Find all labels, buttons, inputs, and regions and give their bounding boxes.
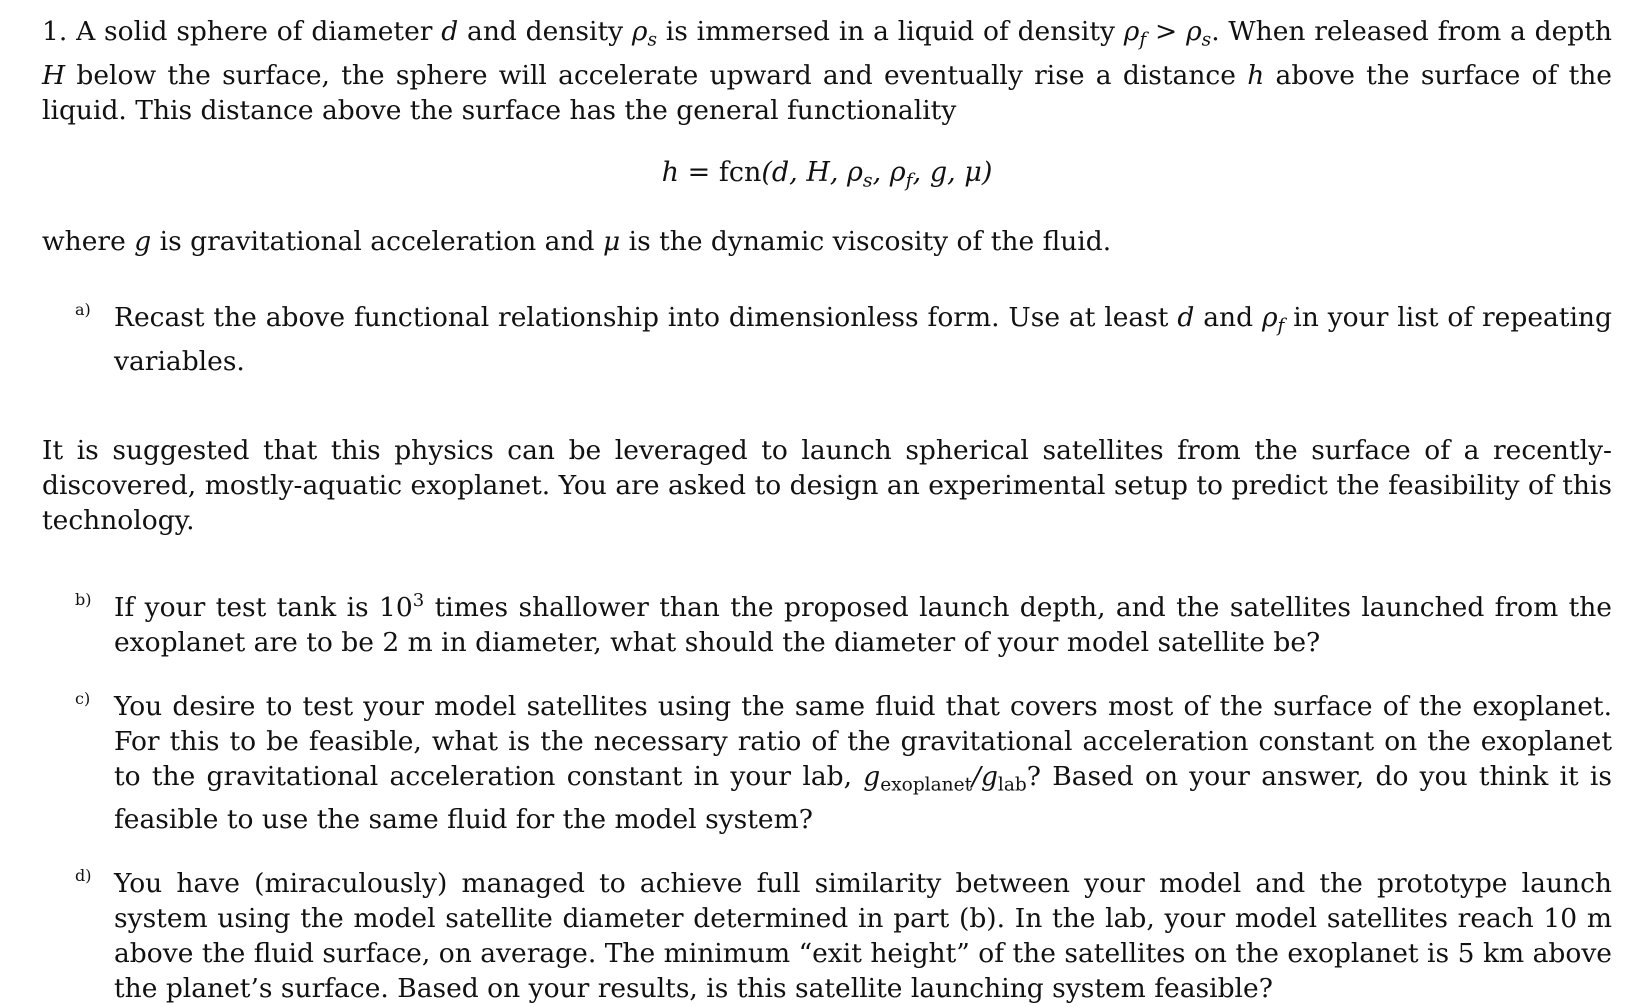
intro-text-1: A solid sphere of diameter <box>76 16 433 47</box>
var-d: d <box>441 16 459 47</box>
part-b <box>42 590 1612 660</box>
var-rho-s: $\rho_s$ <box>631 16 657 51</box>
var-H: H <box>42 59 66 91</box>
intro-text-3: is immersed in a liquid of density <box>665 16 1115 47</box>
part-b-text-2: times shallower than the proposed launch depth, and the satellites launched from the exoplanet are to be 2 m in diameter, what should the diameter of your model satellite be? <box>114 591 1612 658</box>
part-a-label: a) <box>75 300 91 320</box>
problem-document <box>42 14 1612 1006</box>
equation-args: (d, H, $\rho_s$, $\rho_f$, g, μ) <box>761 156 993 192</box>
part-b-text <box>114 590 1612 660</box>
part-c <box>42 689 1612 838</box>
g-lab-sub: lab <box>997 774 1027 796</box>
part-b-text-1: If your test tank is 10 <box>114 591 413 623</box>
context-paragraph: It is suggested that this physics can be leveraged to launch spherical satellites from the surface of a recently-discovered, mostly-aquatic exoplanet. You are asked to design an experimental setup to predict the feasibility of this technology. <box>42 434 1612 536</box>
var-g: g <box>134 226 152 258</box>
part-d-text: You have (miraculously) managed to achieve full similarity between your model and the prototype launch system using the model satellite diameter determined in part (b). In the lab, your model satellites reach 10 m above the fluid surface, on average. The minimum “exit height” of the satellites on the exoplanet is 5 km above the planet’s surface. Based on your results, is this satellite launching system feasible? <box>114 868 1612 1005</box>
part-b-exponent: 3 <box>412 589 425 611</box>
part-d <box>42 866 1612 1006</box>
part-c-text-1: You desire to test your model satellites using the same fluid that covers most of the surface of the exoplanet. For this to be feasible, what is the necessary ratio of the gravitational acceleration constant on the exoplanet to the gravitational acceleration constant in your lab, <box>114 690 1612 792</box>
equation-fcn: fcn <box>718 156 762 188</box>
part-a-text-2: and <box>1203 302 1254 334</box>
var-mu: μ <box>602 226 621 258</box>
part-d-label: d) <box>75 866 92 886</box>
intro-text-6: above the surface of the liquid. This distance above the surface has the general functionality <box>42 59 1612 126</box>
part-a-text-3: in your list of repeating variables. <box>114 302 1612 377</box>
part-a-text: Recast the above functional relationship into dimensionless form. Use at least d and $\rho_f$ in your list of repeating variables. <box>114 302 1612 377</box>
part-c-text <box>114 689 1612 838</box>
g-ratio: $g_{exoplanet}/g_{lab}$ <box>863 760 1027 796</box>
where-text-2: is gravitational acceleration and <box>159 226 595 258</box>
intro-text-4: . When released from a depth <box>1211 16 1612 47</box>
part-a-text-1: Recast the above functional relationship into dimensionless form. Use at least <box>114 302 1169 334</box>
problem-number: 1. <box>42 16 68 47</box>
part-b-label: b) <box>75 589 92 609</box>
where-text-1: where <box>42 226 126 258</box>
var-rho-f: $\rho_f$ <box>1123 16 1147 51</box>
part-a <box>42 300 1612 379</box>
equation-lhs: h <box>661 156 680 188</box>
equation-equals: = <box>687 156 711 188</box>
g-exoplanet-sub: exoplanet <box>880 774 973 796</box>
var-h: h <box>1247 59 1265 91</box>
part-c-text-2: ? Based on your answer, do you think it is feasible to use the same fluid for the model system? <box>114 760 1612 836</box>
intro-text-2: and density <box>467 16 624 47</box>
where-clause <box>42 224 1612 259</box>
part-c-label: c) <box>75 688 91 708</box>
where-text-3: is the dynamic viscosity of the fluid. <box>628 226 1112 258</box>
problem-intro: 1. A solid sphere of diameter d and density $\rho_s$ is immersed in a liquid of density $\rho_f > \rho_s$. When released from a depth H below the surface, the sphere will accelerate upward and eventually rise a distance h above the surface of the liquid. This distance above the surface has the general functionality <box>42 16 1612 126</box>
intro-text-5: below the surface, the sphere will accelerate upward and eventually rise a distance <box>76 59 1236 91</box>
functional-equation <box>42 155 1612 199</box>
